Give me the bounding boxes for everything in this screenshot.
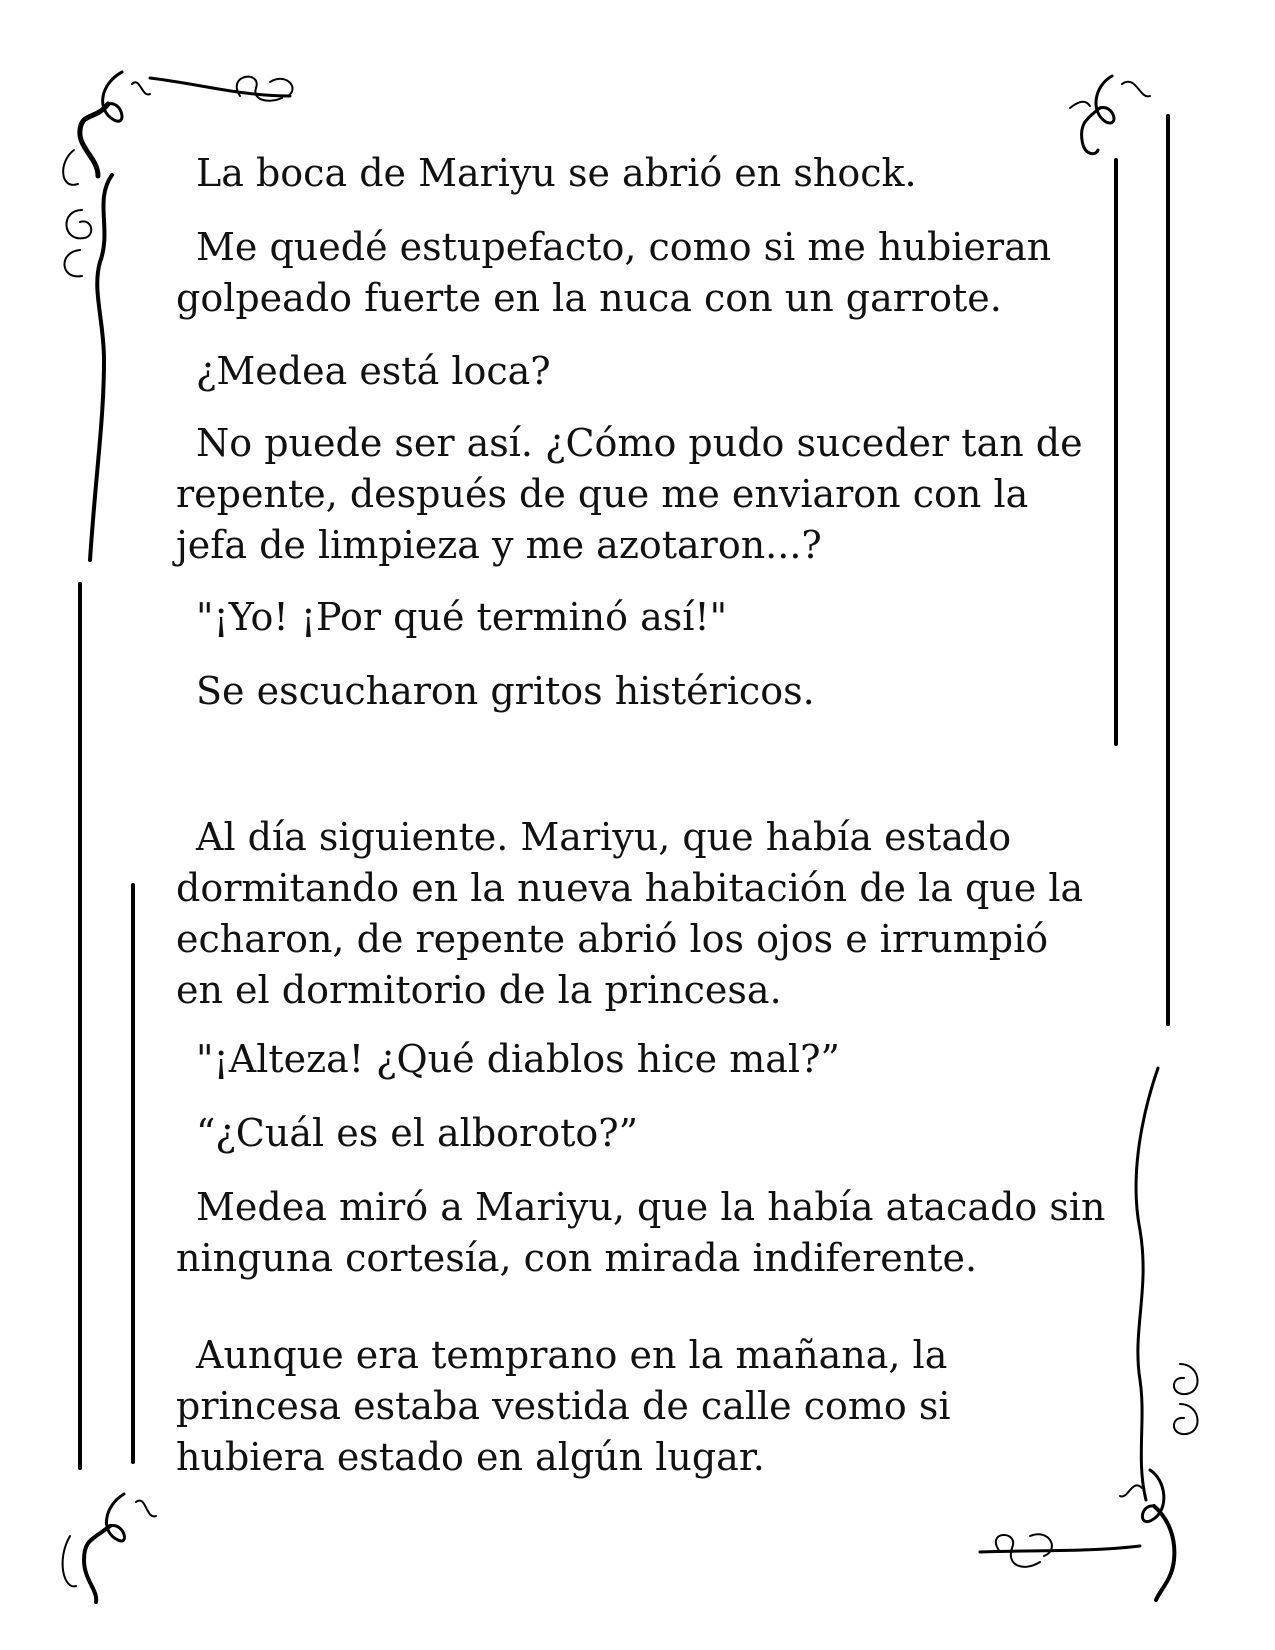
bottom-right-flourish [980, 1470, 1174, 1600]
paragraph-4: No puede ser así. ¿Cómo pudo suceder tan de repente, después de que me enviaron con la jefa de limpieza y me azotaron...? [176, 421, 1083, 567]
paragraph-10: Medea miró a Mariyu, que la había atacado sin ninguna cortesía, con mirada indiferente. [176, 1185, 1106, 1280]
bottom-left-flourish [63, 1494, 156, 1602]
paragraph-6: Se escucharon gritos histéricos. [196, 669, 815, 713]
paragraph-9: “¿Cuál es el alboroto?” [196, 1111, 639, 1155]
paragraph-11: Aunque era temprano en la mañana, la princesa estaba vestida de calle como si hubiera estado en algún lugar. [176, 1333, 951, 1479]
paragraph-2: Me quedé estupefacto, como si me hubieran golpeado fuerte en la nuca con un garrote. [176, 225, 1052, 320]
right-lower-flourish [1136, 1068, 1197, 1500]
paragraph-1: La boca de Mariyu se abrió en shock. [196, 151, 917, 195]
paragraph-3: ¿Medea está loca? [196, 349, 551, 393]
paragraph-7: Al día siguiente. Mariyu, que había estado dormitando en la nueva habitación de la que la echaron, de repente abrió los ojos e irrumpió en el dormitorio de la princesa. [176, 815, 1084, 1012]
paragraph-5: "¡Yo! ¡Por qué terminó así!" [196, 595, 728, 639]
paragraph-8: "¡Alteza! ¿Qué diablos hice mal?” [196, 1037, 840, 1081]
top-right-flourish [1070, 76, 1150, 154]
